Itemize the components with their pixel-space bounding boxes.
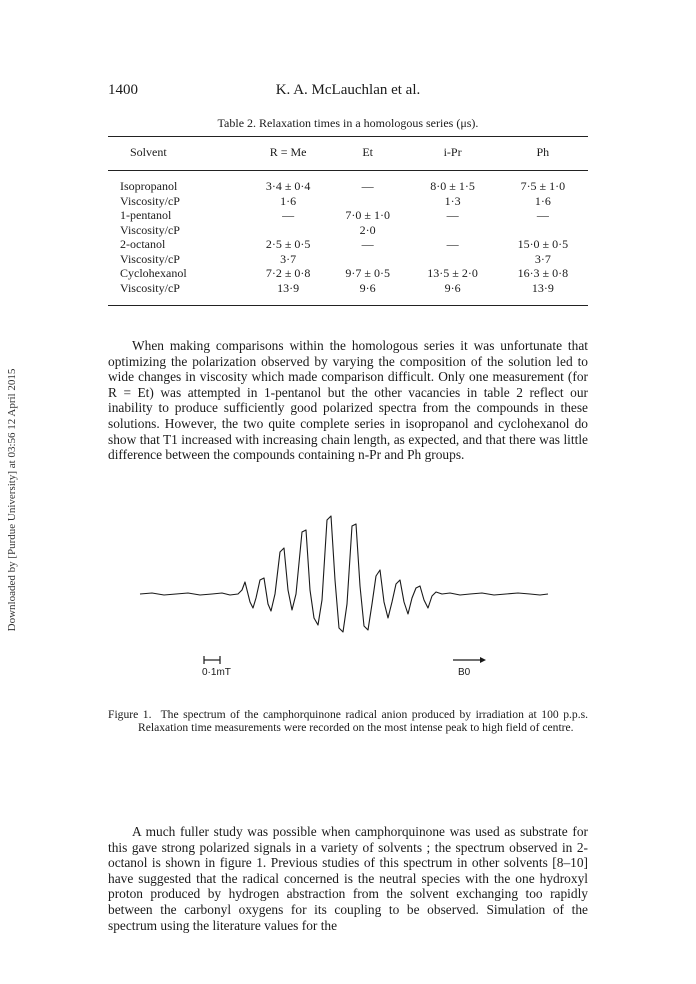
table-cell: 16·3 ± 0·8 — [517, 266, 569, 280]
download-watermark-text: Downloaded by [Purdue University] at 03:56 12 April 2015 — [6, 368, 18, 632]
scale-label: 0·1mT — [202, 667, 231, 678]
table-cell: 1·6 — [534, 193, 551, 208]
table-cell: 13·5 ± 2·0 — [427, 266, 478, 280]
scale-bar — [202, 656, 231, 678]
row-label: Viscosity/cP — [120, 193, 180, 208]
column-header: i-Pr — [407, 137, 497, 171]
table-cell: 2·5 ± 0·5 — [265, 237, 311, 251]
table-row — [108, 252, 588, 267]
table-row — [108, 223, 588, 238]
table-cell: — — [361, 179, 374, 193]
table-cell — [407, 252, 497, 267]
field-label: B0 — [458, 667, 471, 678]
table-row — [108, 171, 588, 194]
table-cell: 1·6 — [280, 193, 297, 208]
field-direction — [453, 657, 486, 678]
column-header: Et — [328, 137, 408, 171]
table-cell: 7·2 ± 0·8 — [265, 266, 311, 280]
table-body — [108, 171, 588, 306]
table-cell — [498, 223, 588, 238]
table-cell: — — [361, 237, 374, 251]
table-cell: 1·3 — [444, 193, 461, 208]
column-header: Solvent — [108, 137, 248, 171]
table-cell: 3·4 ± 0·4 — [265, 179, 311, 193]
row-label: Cyclohexanol — [120, 266, 187, 280]
figure-spectrum — [108, 490, 588, 700]
table-row — [108, 281, 588, 306]
column-header: R = Me — [248, 137, 328, 171]
table-caption: Table 2. Relaxation times in a homologous series (μs). — [217, 116, 479, 130]
table-cell: 13·9 — [498, 281, 588, 306]
download-watermark — [2, 320, 22, 680]
table-row — [108, 194, 588, 209]
table-cell: — — [446, 208, 459, 222]
table-row — [108, 208, 588, 223]
table-row — [108, 237, 588, 252]
figure-caption — [108, 708, 588, 734]
page-number: 1400 — [108, 82, 138, 98]
row-label: Viscosity/cP — [108, 281, 248, 306]
row-label: Isopropanol — [120, 179, 178, 193]
table-row — [108, 266, 588, 281]
row-label: Viscosity/cP — [120, 222, 180, 237]
spectrum-plot — [108, 490, 588, 700]
table-cell — [328, 194, 408, 209]
table-cell: 7·0 ± 1·0 — [345, 208, 390, 222]
table-cell: 9·7 ± 0·5 — [345, 266, 390, 280]
table-cell: 3·7 — [280, 251, 297, 266]
table-cell: 13·9 — [248, 281, 328, 306]
paragraph-camphorquinone: A much fuller study was possible when camphorquinone was used as substrate for this gave strong polarized signals in a variety of solvents ; the spectrum observed in 2-octanol is shown in figure 1. Previous studies of this spectrum in other solvents [8–10] have suggested that the radical concerned is the neutral species with the one hydroxyl proton produced by hydrogen abstraction from the solvent exchanging too rapidly between the carbonyl oxygens for its coupling to be observed. Simulation of the spectrum using the literature values for the — [108, 824, 588, 933]
table-cell — [328, 252, 408, 267]
row-label: 1-pentanol — [120, 208, 172, 222]
figure-caption-label: Figure 1. — [108, 708, 152, 721]
table-cell: 3·7 — [534, 251, 551, 266]
table-cell: 2·0 — [359, 222, 376, 237]
column-header: Ph — [498, 137, 588, 171]
paragraph-homologous-series: When making comparisons within the homologous series it was unfortunate that optimizing the polarization observed by varying the composition of the solution led to wide changes in viscosity which made comparison difficult. Only one measurement (for R = Et) was attempted in 1-pentanol but the other vacancies in table 2 reflect our inability to produce sufficiently good polarized spectra from the compounds in these solutions. However, the two quite complete series in isopropanol and cyclohexanol do show that T1 increased with increasing chain length, as expected, and that there was little difference between the compounds containing n-Pr and Ph groups. — [108, 338, 588, 463]
table-cell: — — [536, 208, 549, 222]
table-cell: 7·5 ± 1·0 — [520, 179, 566, 193]
row-label: Viscosity/cP — [120, 251, 180, 266]
page-header — [108, 82, 588, 102]
table-cell — [248, 223, 328, 238]
running-head: K. A. McLauchlan et al. — [275, 82, 421, 98]
row-label: 2-octanol — [120, 237, 166, 251]
table-cell — [407, 223, 497, 238]
table-cell: — — [282, 208, 295, 222]
figure-caption-text: The spectrum of the camphorquinone radical anion produced by irradiation at 100 p.p.s. Relaxation time measurements were recorded on the most intense peak to high field of centre. — [138, 708, 588, 734]
data-table — [108, 136, 588, 306]
table-header-row — [108, 137, 588, 171]
spectrum-trace — [140, 516, 548, 632]
relaxation-table — [108, 136, 588, 306]
table-cell: 15·0 ± 0·5 — [517, 237, 569, 251]
table-cell: 9·6 — [407, 281, 497, 306]
table-cell: — — [446, 237, 459, 251]
table-cell: 8·0 ± 1·5 — [430, 179, 475, 193]
table-cell: 9·6 — [328, 281, 408, 306]
